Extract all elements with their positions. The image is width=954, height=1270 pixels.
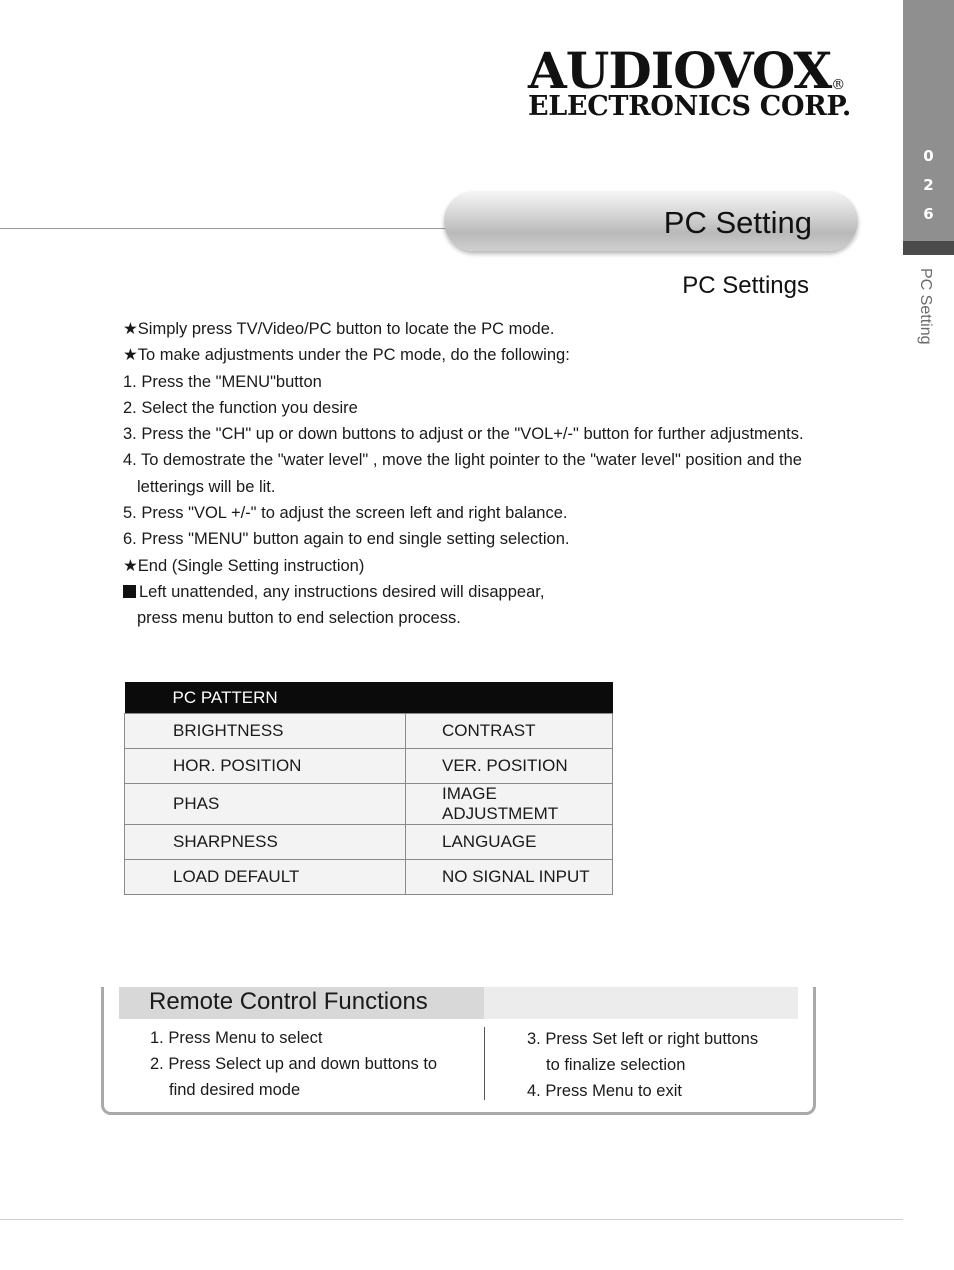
instruction-line: letterings will be lit. (137, 477, 276, 496)
table-cell: PHAS (125, 784, 406, 825)
remote-step: to finalize selection (546, 1056, 686, 1074)
remote-step: 1. Press Menu to select (150, 1029, 323, 1047)
remote-step: 4. Press Menu to exit (527, 1082, 682, 1100)
remote-step: find desired mode (169, 1081, 301, 1099)
page-number (903, 142, 954, 229)
section-title: PC Setting (663, 205, 812, 240)
section-header-pill (444, 191, 858, 251)
page-digit: 2 (923, 176, 934, 194)
logo-corp: ELECTRONICS CORP. (528, 91, 851, 122)
instruction-line: 1. Press the "MENU"button (123, 372, 322, 391)
instruction-line: 4. To demostrate the "water level" , move the light pointer to the "water level" position and the (123, 451, 802, 470)
instruction-line: ★End (Single Setting instruction) (123, 556, 365, 575)
table-row (125, 714, 613, 749)
page-digit: 6 (923, 205, 934, 223)
registered-mark: ® (831, 77, 845, 93)
table-row (125, 749, 613, 784)
table-cell: HOR. POSITION (125, 749, 406, 784)
chapter-label: PC Setting (917, 268, 934, 345)
page-subtitle: PC Settings (682, 272, 809, 299)
table-cell: CONTRAST (406, 714, 613, 749)
table-cell: NO SIGNAL INPUT (406, 860, 613, 895)
remote-control-box (101, 987, 816, 1115)
footer-rule (0, 1219, 903, 1220)
brand-logo (528, 41, 858, 122)
table-row (125, 860, 613, 895)
logo-brand: AUDIOVOX (528, 41, 832, 100)
remote-step: 3. Press Set left or right buttons (527, 1030, 759, 1048)
instruction-line: 2. Select the function you desire (123, 398, 358, 417)
chapter-tab-marker (903, 241, 954, 255)
instruction-line: ★To make adjustments under the PC mode, do the following: (123, 346, 570, 365)
instruction-line: press menu button to end selection process. (137, 609, 461, 628)
chapter-tab (903, 0, 954, 245)
table-row (125, 784, 613, 825)
table-row (125, 825, 613, 860)
table-cell: BRIGHTNESS (125, 714, 406, 749)
header-rule (0, 228, 470, 229)
page-digit: 0 (923, 147, 934, 165)
remote-steps-right (527, 1026, 758, 1104)
note-text: Left unattended, any instructions desired will disappear, (139, 582, 545, 601)
instructions (123, 316, 863, 632)
square-bullet-icon (123, 585, 136, 598)
table-header: PC PATTERN (125, 682, 613, 714)
instruction-note (123, 579, 863, 605)
instruction-line: 6. Press "MENU" button again to end single setting selection. (123, 530, 570, 549)
remote-title: Remote Control Functions (149, 988, 428, 1015)
column-divider (484, 1027, 485, 1100)
instruction-line: 3. Press the "CH" up or down buttons to adjust or the "VOL+/-" button for further adjustments. (123, 425, 804, 444)
table-cell: VER. POSITION (406, 749, 613, 784)
instruction-line: 5. Press "VOL +/-" to adjust the screen left and right balance. (123, 504, 568, 523)
table-cell: LOAD DEFAULT (125, 860, 406, 895)
remote-step: 2. Press Select up and down buttons to (150, 1055, 438, 1073)
instruction-line: ★Simply press TV/Video/PC button to locate the PC mode. (123, 320, 555, 338)
remote-steps-left (150, 1025, 437, 1103)
pc-pattern-table (124, 682, 613, 895)
table-cell: SHARPNESS (125, 825, 406, 860)
table-cell: IMAGE ADJUSTMEMT (406, 784, 613, 825)
table-cell: LANGUAGE (406, 825, 613, 860)
